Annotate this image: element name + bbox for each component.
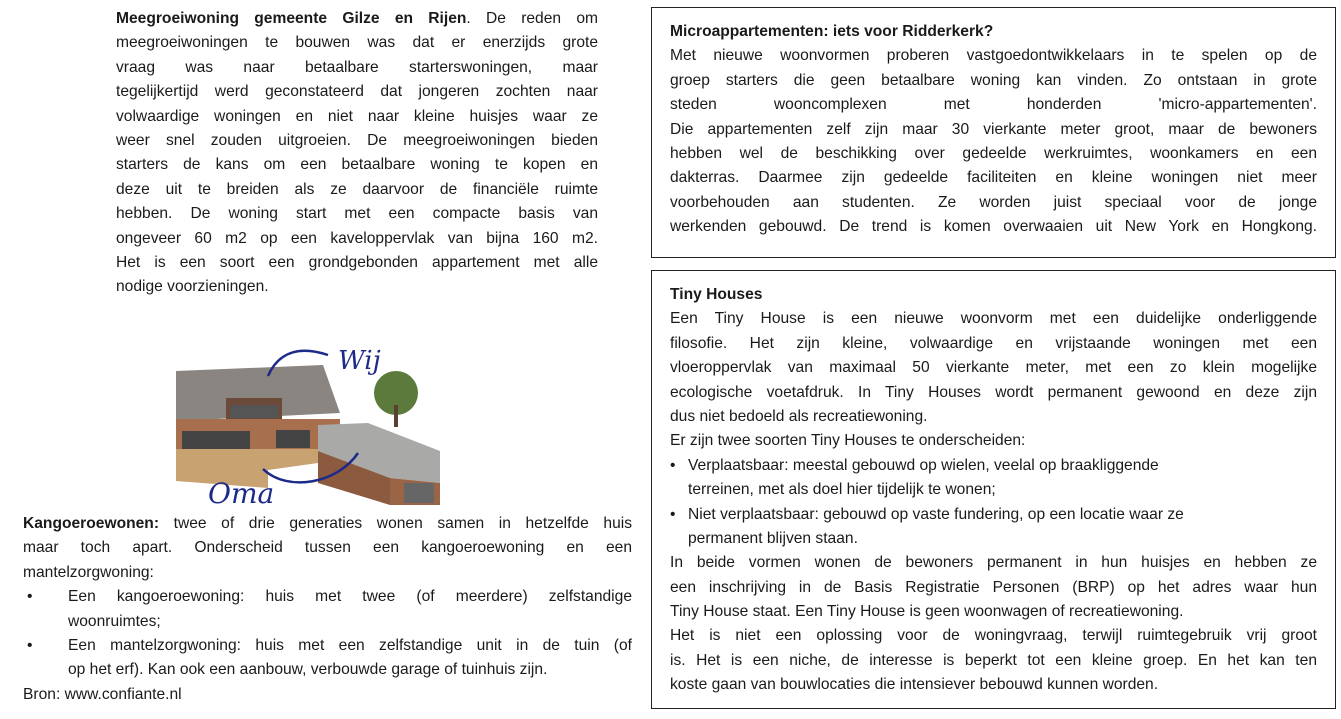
text-line: ongeveer 60 m2 op een kaveloppervlak van bijna 160 m2. — [116, 229, 598, 247]
tiny-houses-box — [651, 270, 1336, 709]
text-line: koste gaan van bouwlocaties die intensiever bebouwd kunnen worden. — [670, 676, 1159, 694]
text-line: hebben. De woning start met een compacte basis van — [116, 205, 598, 223]
text-line: Het is niet een oplossing voor de woningvraag, terwijl ruimtegebruik vrij groot — [670, 627, 1317, 645]
bullet-item — [23, 585, 632, 634]
text-line: Een mantelzorgwoning: huis met een zelfstandige unit in de tuin (of — [68, 636, 632, 654]
annotation-wij: Wij — [338, 346, 381, 376]
text-line: Verplaatsbaar: meestal gebouwd op wielen, veelal op braakliggende — [688, 456, 1159, 474]
box-body — [670, 307, 1317, 697]
text-line: mantelzorgwoning: — [23, 563, 154, 581]
bullet-item — [23, 634, 632, 683]
text-line: woonruimtes; — [68, 612, 161, 630]
bullet-icon: • — [670, 456, 676, 474]
text-line: vloeroppervlak van maximaal 50 vierkante meter, met een zo klein mogelijke — [670, 359, 1317, 377]
text-line: Tiny House staat. Een Tiny House is geen woonwagen of recreatiewoning. — [670, 603, 1184, 621]
meegroeiwoning-paragraph — [116, 7, 598, 300]
box-title: Tiny Houses — [670, 286, 763, 303]
text-line: tegelijkertijd werd geconstateerd dat jongeren zochten naar — [116, 83, 598, 101]
house-illustration — [168, 343, 441, 513]
source-line: Bron: www.confiante.nl — [23, 685, 182, 703]
box-body — [670, 44, 1317, 239]
bold-lead: Meegroeiwoning gemeente Gilze en Rijen — [116, 10, 467, 27]
text-line: filosofie. Het zijn kleine, volwaardige en vrijstaande woningen met een — [670, 334, 1317, 352]
bullet-icon: • — [27, 636, 33, 654]
text-line: vraag was naar betaalbare starterswoningen, maar — [116, 58, 598, 76]
text-line: voorbehouden aan studenten. Ze worden juist speciaal voor de jonge — [670, 193, 1317, 211]
microappartementen-box — [651, 7, 1336, 258]
bullet-item — [670, 454, 1317, 503]
text-line: permanent blijven staan. — [688, 529, 858, 547]
text-line: is. Het is een niche, de interesse is beperkt tot een kleine groep. En het kan ten — [670, 651, 1317, 669]
text-line: meegroeiwoningen te bouwen was dat er enerzijds grote — [116, 34, 598, 52]
bullet-icon: • — [27, 588, 33, 606]
text-line: hebben wel de beschikking over gedeelde werkruimtes, woonkamers en een — [670, 144, 1317, 162]
text-line: op het erf). Kan ook een aanbouw, verbouwde garage of tuinhuis zijn. — [68, 661, 548, 679]
text-line: werkenden gebouwd. De trend is komen overwaaien uit New York en Hongkong. — [670, 218, 1317, 236]
text-line: volwaardige woningen en niet naar kleine huisjes waar ze — [116, 107, 598, 125]
text-line: Een kangoeroewoning: huis met twee (of meerdere) zelfstandige — [68, 588, 632, 606]
text-line: maar toch apart. Onderscheid tussen een kangoeroewoning en een — [23, 539, 632, 557]
text-line: steden wooncomplexen met honderden 'micro-appartementen'. — [670, 96, 1317, 114]
text-line: Die appartementen zelf zijn maar 30 vierkante meter groot, maar de bewoners — [670, 120, 1317, 138]
bullet-icon: • — [670, 505, 676, 523]
text-line: deze uit te breiden als ze daarvoor de financiële ruimte — [116, 180, 598, 198]
text-line: weer snel zouden uitgroeien. De meegroeiwoningen bieden — [116, 131, 598, 149]
text-line: starters de kans om een betaalbare woning te kopen en — [116, 156, 598, 174]
text-line: dus niet bedoeld als recreatiewoning. — [670, 407, 928, 425]
text-segment: . De reden om — [466, 10, 598, 27]
text-line: ecologische voetafdruk. In Tiny Houses wordt permanent gewoond en deze zijn — [670, 383, 1317, 401]
kangoeroewonen-section — [23, 512, 632, 707]
text-line: Een Tiny House is een nieuwe woonvorm met een duidelijke onderliggende — [670, 310, 1317, 328]
bullet-item — [670, 503, 1317, 552]
bold-lead: Kangoeroewonen: — [23, 515, 160, 532]
text-line: Niet verplaatsbaar: gebouwd op vaste fundering, op een locatie waar ze — [688, 505, 1184, 523]
text-line: een inschrijving in de Basis Registratie Personen (BRP) op het adres waar hun — [670, 578, 1317, 596]
annotation-oma: Oma — [208, 477, 275, 510]
text-line: Er zijn twee soorten Tiny Houses te onderscheiden: — [670, 432, 1026, 450]
text-line: In beide vormen wonen de bewoners permanent in hun huisjes en hebben ze — [670, 554, 1317, 572]
text-line: terreinen, met als doel hier tijdelijk te wonen; — [688, 481, 996, 499]
text-segment: twee of drie generaties wonen samen in hetzelfde huis — [159, 515, 632, 532]
text-line: nodige voorzieningen. — [116, 278, 269, 296]
house-drawing — [168, 343, 441, 513]
text-line: dakterras. Daarmee zijn gedeelde faciliteiten en kleine woningen niet meer — [670, 169, 1317, 187]
text-line: Met nieuwe woonvormen proberen vastgoedontwikkelaars in te spelen op de — [670, 47, 1317, 65]
text-line — [23, 512, 632, 536]
text-line — [116, 7, 598, 31]
text-line: Het is een soort een grondgebonden appartement met alle — [116, 253, 598, 271]
box-title: Microappartementen: iets voor Ridderkerk? — [670, 23, 994, 40]
text-line: groep starters die geen betaalbare woning kan vinden. Zo ontstaan in grote — [670, 71, 1317, 89]
